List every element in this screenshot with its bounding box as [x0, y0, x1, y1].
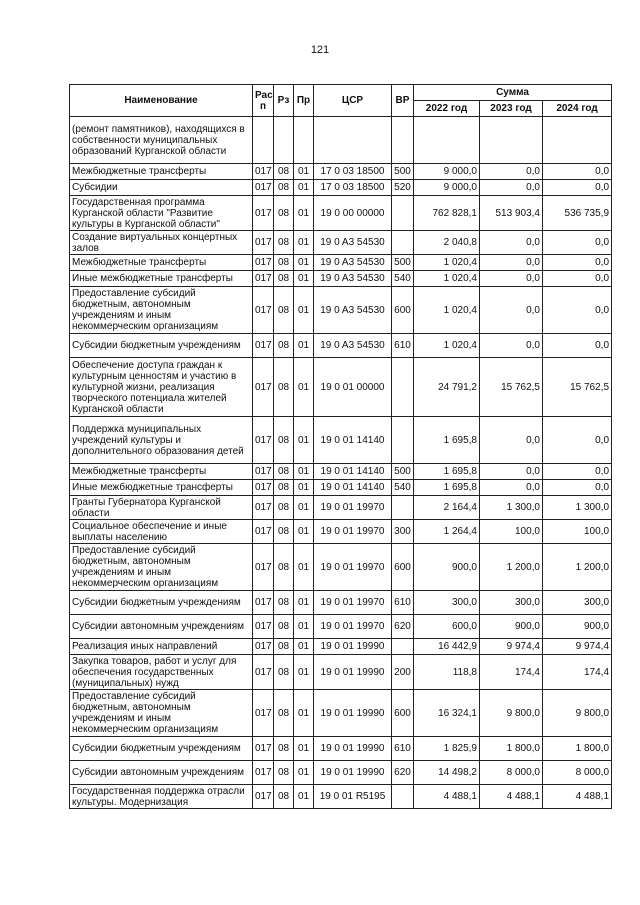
cell-rz [274, 117, 294, 164]
cell-rz: 08 [274, 464, 294, 480]
cell-pr: 01 [294, 464, 314, 480]
cell-name: Гранты Губернатора Курганской области [70, 496, 253, 520]
cell-2023: 0,0 [480, 334, 543, 358]
cell-rz: 08 [274, 164, 294, 180]
cell-2024: 900,0 [543, 615, 612, 639]
table-row [70, 690, 612, 737]
cell-pr: 01 [294, 690, 314, 737]
cell-name: Предоставление субсидий бюджетным, автономным учреждениям и иным некоммерческим организациям [70, 544, 253, 591]
cell-2023: 1 300,0 [480, 496, 543, 520]
cell-ras: 017 [253, 287, 274, 334]
cell-rz: 08 [274, 520, 294, 544]
cell-vr [392, 117, 414, 164]
cell-pr: 01 [294, 417, 314, 464]
cell-csr: 19 0 01 14140 [314, 464, 392, 480]
cell-vr: 600 [392, 690, 414, 737]
cell-2024: 0,0 [543, 255, 612, 271]
cell-2024: 0,0 [543, 464, 612, 480]
cell-2024: 1 200,0 [543, 544, 612, 591]
cell-name: Предоставление субсидий бюджетным, автономным учреждениям и иным некоммерческим организациям [70, 287, 253, 334]
col-header-vr: ВР [392, 85, 414, 117]
cell-ras: 017 [253, 464, 274, 480]
table-row [70, 520, 612, 544]
cell-pr: 01 [294, 271, 314, 287]
table-row [70, 761, 612, 785]
cell-2022: 1 020,4 [414, 334, 480, 358]
cell-2023: 0,0 [480, 464, 543, 480]
cell-name: Субсидии автономным учреждениям [70, 761, 253, 785]
cell-rz: 08 [274, 496, 294, 520]
cell-name: Государственная программа Курганской области "Развитие культуры в Курганской области" [70, 196, 253, 231]
cell-csr [314, 117, 392, 164]
cell-ras: 017 [253, 196, 274, 231]
cell-pr: 01 [294, 615, 314, 639]
cell-csr: 17 0 03 18500 [314, 180, 392, 196]
cell-ras: 017 [253, 639, 274, 655]
cell-csr: 19 0 01 19970 [314, 591, 392, 615]
cell-2024: 15 762,5 [543, 358, 612, 417]
cell-2024: 0,0 [543, 180, 612, 196]
cell-name: Субсидии [70, 180, 253, 196]
cell-rz: 08 [274, 544, 294, 591]
cell-2024: 0,0 [543, 231, 612, 255]
cell-2022: 1 695,8 [414, 417, 480, 464]
cell-ras [253, 117, 274, 164]
cell-rz: 08 [274, 287, 294, 334]
cell-2023: 174,4 [480, 655, 543, 690]
cell-name: Предоставление субсидий бюджетным, автономным учреждениям и иным некоммерческим организациям [70, 690, 253, 737]
cell-name: Субсидии бюджетным учреждениям [70, 334, 253, 358]
cell-vr: 600 [392, 544, 414, 591]
cell-vr: 500 [392, 464, 414, 480]
cell-vr [392, 358, 414, 417]
cell-csr: 19 0 01 19990 [314, 761, 392, 785]
cell-2023: 1 800,0 [480, 737, 543, 761]
cell-rz: 08 [274, 615, 294, 639]
cell-rz: 08 [274, 255, 294, 271]
cell-2022: 1 020,4 [414, 287, 480, 334]
cell-name: Реализация иных направлений [70, 639, 253, 655]
cell-2023: 0,0 [480, 231, 543, 255]
table-row [70, 480, 612, 496]
cell-2024: 9 974,4 [543, 639, 612, 655]
table-body [70, 117, 612, 809]
table-row [70, 639, 612, 655]
cell-pr: 01 [294, 196, 314, 231]
cell-2023: 9 800,0 [480, 690, 543, 737]
cell-2024: 0,0 [543, 271, 612, 287]
cell-rz: 08 [274, 655, 294, 690]
col-header-2024: 2024 год [543, 101, 612, 117]
cell-csr: 19 0 A3 54530 [314, 287, 392, 334]
cell-2024: 300,0 [543, 591, 612, 615]
cell-vr: 500 [392, 164, 414, 180]
cell-pr: 01 [294, 591, 314, 615]
cell-ras: 017 [253, 615, 274, 639]
cell-pr: 01 [294, 180, 314, 196]
cell-name: (ремонт памятников), находящихся в собственности муниципальных образований Курганской области [70, 117, 253, 164]
cell-name: Закупка товаров, работ и услуг для обеспечения государственных (муниципальных) нужд [70, 655, 253, 690]
cell-2022: 2 040,8 [414, 231, 480, 255]
cell-vr: 500 [392, 255, 414, 271]
cell-csr: 19 0 00 00000 [314, 196, 392, 231]
table-row [70, 231, 612, 255]
cell-rz: 08 [274, 180, 294, 196]
cell-pr: 01 [294, 785, 314, 809]
cell-2023: 0,0 [480, 255, 543, 271]
cell-2023: 900,0 [480, 615, 543, 639]
table-row [70, 287, 612, 334]
cell-2023: 513 903,4 [480, 196, 543, 231]
cell-vr [392, 496, 414, 520]
cell-name: Субсидии бюджетным учреждениям [70, 737, 253, 761]
cell-vr [392, 196, 414, 231]
cell-2024 [543, 117, 612, 164]
cell-2022: 1 825,9 [414, 737, 480, 761]
table-row [70, 785, 612, 809]
cell-vr [392, 417, 414, 464]
cell-name: Иные межбюджетные трансферты [70, 480, 253, 496]
cell-csr: 19 0 01 19990 [314, 737, 392, 761]
cell-2024: 8 000,0 [543, 761, 612, 785]
cell-2022: 1 695,8 [414, 480, 480, 496]
col-header-ras: Рас п [253, 85, 274, 117]
cell-csr: 19 0 01 00000 [314, 358, 392, 417]
table-row [70, 615, 612, 639]
cell-csr: 19 0 01 19990 [314, 639, 392, 655]
cell-2022 [414, 117, 480, 164]
table-row [70, 544, 612, 591]
cell-vr: 610 [392, 334, 414, 358]
col-header-csr: ЦСР [314, 85, 392, 117]
cell-pr: 01 [294, 334, 314, 358]
cell-vr: 600 [392, 287, 414, 334]
cell-rz: 08 [274, 271, 294, 287]
cell-csr: 19 0 A3 54530 [314, 334, 392, 358]
cell-csr: 17 0 03 18500 [314, 164, 392, 180]
col-header-2023: 2023 год [480, 101, 543, 117]
table-row [70, 196, 612, 231]
cell-vr [392, 639, 414, 655]
table-row [70, 358, 612, 417]
cell-rz: 08 [274, 358, 294, 417]
cell-2022: 9 000,0 [414, 164, 480, 180]
cell-name: Межбюджетные трансферты [70, 255, 253, 271]
cell-rz: 08 [274, 785, 294, 809]
cell-2022: 2 164,4 [414, 496, 480, 520]
cell-2023: 100,0 [480, 520, 543, 544]
table-row [70, 164, 612, 180]
cell-2024: 0,0 [543, 334, 612, 358]
cell-ras: 017 [253, 737, 274, 761]
cell-pr: 01 [294, 655, 314, 690]
cell-ras: 017 [253, 591, 274, 615]
cell-2024: 0,0 [543, 417, 612, 464]
cell-ras: 017 [253, 164, 274, 180]
cell-2024: 0,0 [543, 164, 612, 180]
col-header-rz: Рз [274, 85, 294, 117]
cell-2022: 16 442,9 [414, 639, 480, 655]
cell-2023: 0,0 [480, 287, 543, 334]
cell-pr: 01 [294, 255, 314, 271]
cell-ras: 017 [253, 358, 274, 417]
cell-name: Иные межбюджетные трансферты [70, 271, 253, 287]
page-number: 121 [310, 44, 330, 56]
cell-pr: 01 [294, 358, 314, 417]
cell-rz: 08 [274, 196, 294, 231]
col-header-pr: Пр [294, 85, 314, 117]
cell-csr: 19 0 01 14140 [314, 417, 392, 464]
cell-name: Межбюджетные трансферты [70, 464, 253, 480]
cell-vr: 200 [392, 655, 414, 690]
cell-rz: 08 [274, 639, 294, 655]
col-header-2022: 2022 год [414, 101, 480, 117]
cell-2024: 0,0 [543, 287, 612, 334]
cell-pr: 01 [294, 520, 314, 544]
col-header-name: Наименование [70, 85, 253, 117]
table-row [70, 271, 612, 287]
cell-rz: 08 [274, 591, 294, 615]
cell-2024: 1 300,0 [543, 496, 612, 520]
cell-2023: 1 200,0 [480, 544, 543, 591]
cell-2022: 9 000,0 [414, 180, 480, 196]
table-row [70, 255, 612, 271]
cell-2023: 300,0 [480, 591, 543, 615]
cell-2023: 15 762,5 [480, 358, 543, 417]
cell-vr: 540 [392, 271, 414, 287]
cell-vr: 610 [392, 737, 414, 761]
cell-csr: 19 0 01 19990 [314, 690, 392, 737]
cell-name: Субсидии бюджетным учреждениям [70, 591, 253, 615]
cell-vr: 620 [392, 761, 414, 785]
cell-2023: 0,0 [480, 164, 543, 180]
cell-pr: 01 [294, 737, 314, 761]
cell-2023: 0,0 [480, 180, 543, 196]
table-row [70, 117, 612, 164]
cell-2024: 1 800,0 [543, 737, 612, 761]
cell-ras: 017 [253, 655, 274, 690]
cell-csr: 19 0 01 19970 [314, 544, 392, 591]
cell-2023: 4 488,1 [480, 785, 543, 809]
cell-csr: 19 0 01 19970 [314, 496, 392, 520]
cell-name: Обеспечение доступа граждан к культурным ценностям и участию в культурной жизни, реализация творческого потенциала жителей Курганской области [70, 358, 253, 417]
cell-csr: 19 0 A3 54530 [314, 231, 392, 255]
cell-vr: 620 [392, 615, 414, 639]
cell-ras: 017 [253, 761, 274, 785]
cell-csr: 19 0 A3 54530 [314, 255, 392, 271]
table-row [70, 655, 612, 690]
cell-2022: 14 498,2 [414, 761, 480, 785]
cell-2022: 300,0 [414, 591, 480, 615]
cell-ras: 017 [253, 785, 274, 809]
cell-vr: 520 [392, 180, 414, 196]
cell-2022: 118,8 [414, 655, 480, 690]
cell-2024: 536 735,9 [543, 196, 612, 231]
cell-2022: 1 695,8 [414, 464, 480, 480]
cell-2024: 4 488,1 [543, 785, 612, 809]
cell-rz: 08 [274, 231, 294, 255]
cell-pr: 01 [294, 544, 314, 591]
col-header-sum: Сумма [414, 85, 612, 101]
cell-vr: 300 [392, 520, 414, 544]
cell-2022: 4 488,1 [414, 785, 480, 809]
cell-2023: 0,0 [480, 271, 543, 287]
cell-name: Поддержка муниципальных учреждений культуры и дополнительного образования детей [70, 417, 253, 464]
cell-vr [392, 231, 414, 255]
cell-pr: 01 [294, 231, 314, 255]
cell-2022: 600,0 [414, 615, 480, 639]
cell-pr: 01 [294, 480, 314, 496]
table-row [70, 496, 612, 520]
cell-rz: 08 [274, 761, 294, 785]
cell-2023: 0,0 [480, 417, 543, 464]
cell-csr: 19 0 A3 54530 [314, 271, 392, 287]
budget-table [69, 84, 612, 809]
cell-rz: 08 [274, 417, 294, 464]
cell-pr: 01 [294, 287, 314, 334]
cell-pr: 01 [294, 761, 314, 785]
cell-rz: 08 [274, 334, 294, 358]
cell-2023: 0,0 [480, 480, 543, 496]
cell-2022: 24 791,2 [414, 358, 480, 417]
cell-csr: 19 0 01 19970 [314, 520, 392, 544]
cell-rz: 08 [274, 480, 294, 496]
cell-2024: 174,4 [543, 655, 612, 690]
cell-name: Государственная поддержка отрасли культуры. Модернизация [70, 785, 253, 809]
cell-ras: 017 [253, 480, 274, 496]
cell-rz: 08 [274, 737, 294, 761]
table-row [70, 591, 612, 615]
table-row [70, 737, 612, 761]
cell-2022: 900,0 [414, 544, 480, 591]
cell-rz: 08 [274, 690, 294, 737]
cell-2022: 1 264,4 [414, 520, 480, 544]
cell-2022: 16 324,1 [414, 690, 480, 737]
table-row [70, 180, 612, 196]
cell-2023: 9 974,4 [480, 639, 543, 655]
cell-ras: 017 [253, 544, 274, 591]
cell-pr: 01 [294, 496, 314, 520]
cell-2023 [480, 117, 543, 164]
cell-csr: 19 0 01 14140 [314, 480, 392, 496]
cell-vr: 540 [392, 480, 414, 496]
cell-ras: 017 [253, 520, 274, 544]
table-row [70, 334, 612, 358]
cell-csr: 19 0 01 19970 [314, 615, 392, 639]
cell-2024: 100,0 [543, 520, 612, 544]
cell-2022: 762 828,1 [414, 196, 480, 231]
cell-csr: 19 0 01 19990 [314, 655, 392, 690]
table-row [70, 464, 612, 480]
cell-csr: 19 0 01 R5195 [314, 785, 392, 809]
cell-ras: 017 [253, 271, 274, 287]
cell-vr [392, 785, 414, 809]
cell-ras: 017 [253, 334, 274, 358]
cell-2024: 9 800,0 [543, 690, 612, 737]
cell-vr: 610 [392, 591, 414, 615]
cell-pr: 01 [294, 164, 314, 180]
cell-ras: 017 [253, 417, 274, 464]
cell-2022: 1 020,4 [414, 271, 480, 287]
cell-ras: 017 [253, 255, 274, 271]
cell-name: Социальное обеспечение и иные выплаты населению [70, 520, 253, 544]
cell-name: Субсидии автономным учреждениям [70, 615, 253, 639]
cell-ras: 017 [253, 690, 274, 737]
cell-2024: 0,0 [543, 480, 612, 496]
cell-ras: 017 [253, 180, 274, 196]
cell-pr [294, 117, 314, 164]
cell-name: Создание виртуальных концертных залов [70, 231, 253, 255]
cell-name: Межбюджетные трансферты [70, 164, 253, 180]
cell-2023: 8 000,0 [480, 761, 543, 785]
cell-ras: 017 [253, 231, 274, 255]
table-row [70, 417, 612, 464]
cell-pr: 01 [294, 639, 314, 655]
cell-ras: 017 [253, 496, 274, 520]
header-row-top [70, 85, 612, 101]
cell-2022: 1 020,4 [414, 255, 480, 271]
